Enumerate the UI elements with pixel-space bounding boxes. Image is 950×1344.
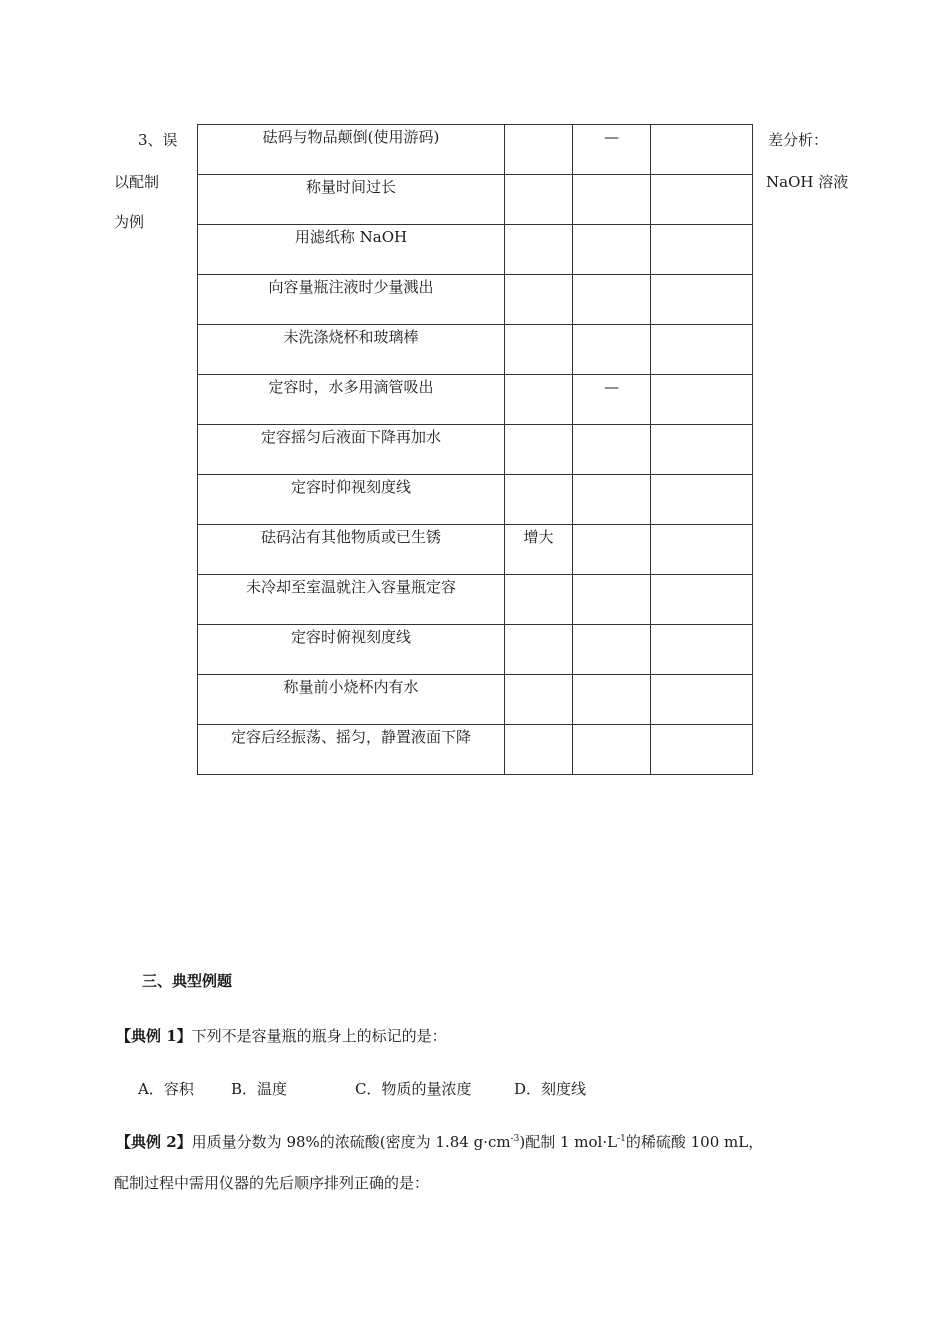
result-cell-1 [505, 325, 573, 375]
result-cell-1 [505, 125, 573, 175]
result-cell-3 [651, 475, 753, 525]
result-cell-1 [505, 175, 573, 225]
result-cell-1: 增大 [505, 525, 573, 575]
operation-cell: 用滤纸称 NaOH [198, 225, 505, 275]
result-cell-2 [573, 575, 651, 625]
table-row [198, 675, 753, 725]
operation-cell: 称量前小烧杯内有水 [198, 675, 505, 725]
operation-cell: 定容时仰视刻度线 [198, 475, 505, 525]
result-cell-2 [573, 475, 651, 525]
side-left-line-1: 3、误 [138, 131, 178, 149]
table-row [198, 525, 753, 575]
table-row [198, 725, 753, 775]
table-row [198, 375, 753, 425]
operation-cell: 定容摇匀后液面下降再加水 [198, 425, 505, 475]
error-analysis-table [197, 124, 753, 775]
result-cell-1 [505, 625, 573, 675]
example-1-option-c: C．物质的量浓度 [355, 1080, 472, 1098]
result-cell-2 [573, 625, 651, 675]
operation-cell: 定容时，水多用滴管吸出 [198, 375, 505, 425]
result-cell-3 [651, 525, 753, 575]
result-cell-2 [573, 525, 651, 575]
result-cell-1 [505, 475, 573, 525]
table-row [198, 575, 753, 625]
table-row [198, 475, 753, 525]
side-right-line-2: NaOH 溶液 [766, 173, 849, 191]
example-2-text-c: 的稀硫酸 100 mL， [625, 1133, 764, 1151]
result-cell-3 [651, 675, 753, 725]
result-cell-1 [505, 425, 573, 475]
side-left-line-3: 为例 [114, 213, 145, 231]
example-2-sup-b: -1 [617, 1134, 626, 1144]
operation-cell: 未冷却至室温就注入容量瓶定容 [198, 575, 505, 625]
result-cell-2: — [573, 125, 651, 175]
table-row [198, 625, 753, 675]
result-cell-3 [651, 375, 753, 425]
result-cell-3 [651, 175, 753, 225]
table-row [198, 425, 753, 475]
operation-cell: 砝码沾有其他物质或已生锈 [198, 525, 505, 575]
table-row [198, 175, 753, 225]
result-cell-2 [573, 725, 651, 775]
result-cell-1 [505, 675, 573, 725]
example-2-text-b: )配制 1 mol·L [519, 1133, 618, 1151]
result-cell-2 [573, 425, 651, 475]
result-cell-2 [573, 325, 651, 375]
result-cell-2 [573, 675, 651, 725]
example-1-tag: 【典例 1】 [116, 1027, 192, 1045]
operation-cell: 定容后经振荡、摇匀，静置液面下降 [198, 725, 505, 775]
result-cell-3 [651, 725, 753, 775]
operation-cell: 向容量瓶注液时少量溅出 [198, 275, 505, 325]
result-cell-3 [651, 275, 753, 325]
result-cell-2 [573, 175, 651, 225]
example-1-option-a: A．容积 [138, 1080, 194, 1098]
side-left-line-2: 以配制 [114, 173, 160, 191]
result-cell-2 [573, 275, 651, 325]
example-1-text: 下列不是容量瓶的瓶身上的标记的是： [191, 1027, 447, 1045]
result-cell-1 [505, 575, 573, 625]
operation-cell: 未洗涤烧杯和玻璃棒 [198, 325, 505, 375]
result-cell-1 [505, 275, 573, 325]
result-cell-1 [505, 375, 573, 425]
side-right-line-1: 差分析： [768, 131, 829, 149]
table-row [198, 275, 753, 325]
example-1-option-b: B．温度 [231, 1080, 288, 1098]
result-cell-3 [651, 225, 753, 275]
result-cell-3 [651, 125, 753, 175]
table-row [198, 325, 753, 375]
result-cell-3 [651, 325, 753, 375]
operation-cell: 砝码与物品颠倒(使用游码) [198, 125, 505, 175]
result-cell-1 [505, 225, 573, 275]
example-1-option-d: D．刻度线 [514, 1080, 587, 1098]
operation-cell: 称量时间过长 [198, 175, 505, 225]
result-cell-3 [651, 575, 753, 625]
example-2-question [116, 1131, 763, 1152]
table-row [198, 125, 753, 175]
result-cell-2: — [573, 375, 651, 425]
table-row [198, 225, 753, 275]
example-2-sup-a: -3 [510, 1134, 520, 1144]
example-1-question [116, 1025, 447, 1046]
result-cell-3 [651, 425, 753, 475]
result-cell-2 [573, 225, 651, 275]
section-title: 三、典型例题 [142, 972, 233, 990]
result-cell-3 [651, 625, 753, 675]
operation-cell: 定容时俯视刻度线 [198, 625, 505, 675]
result-cell-1 [505, 725, 573, 775]
example-2-tag: 【典例 2】 [116, 1133, 192, 1151]
example-2-line-2: 配制过程中需用仪器的先后顺序排列正确的是： [114, 1174, 430, 1192]
example-2-text-a: 用质量分数为 98%的浓硫酸(密度为 1.84 g·cm [191, 1133, 511, 1151]
